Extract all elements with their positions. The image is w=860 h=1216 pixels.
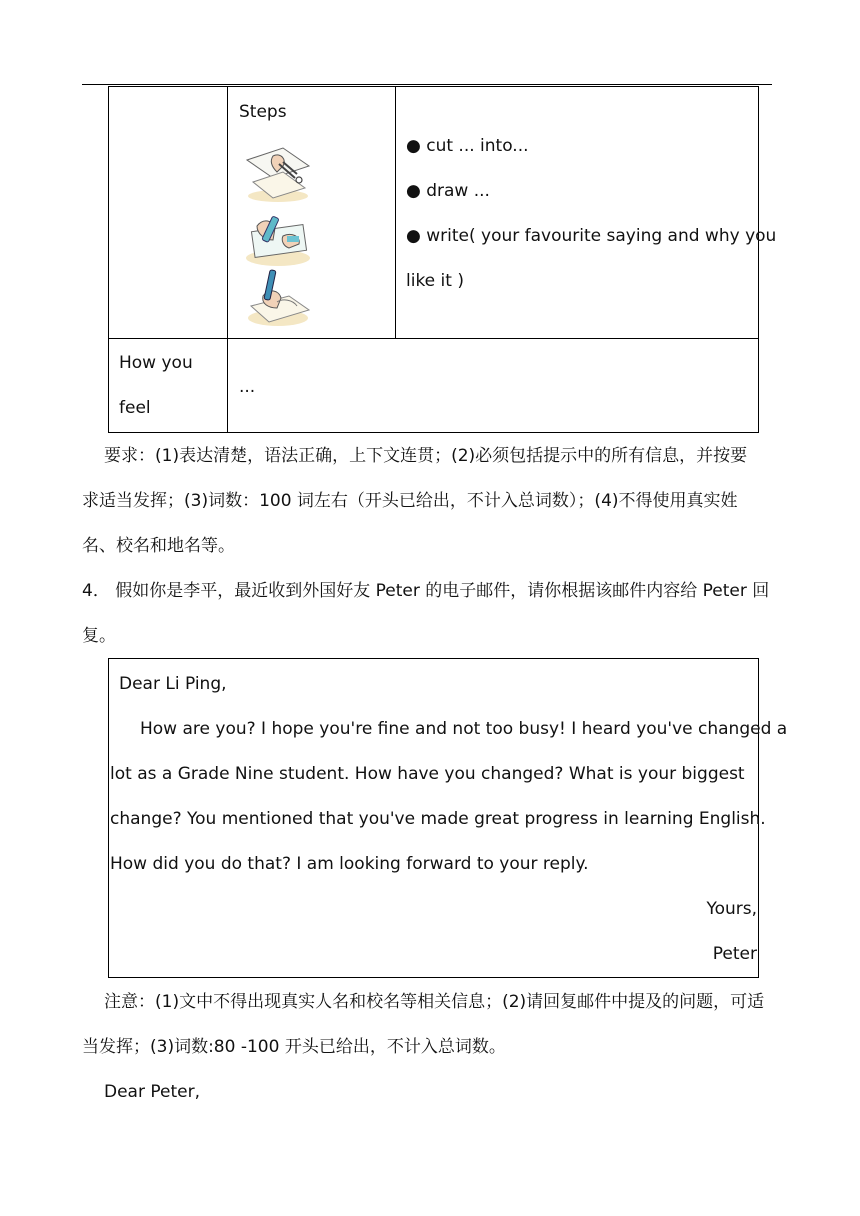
note-line-2: 当发挥；(3)词数:80 -100 开头已给出，不计入总词数。 xyxy=(82,1037,506,1057)
question-4-line-2: 复。 xyxy=(82,626,116,646)
top-rule xyxy=(82,84,772,85)
row-divider xyxy=(108,338,759,339)
bullet-write-continued: like it ) xyxy=(406,271,464,291)
requirements-line-3: 名、校名和地名等。 xyxy=(82,536,235,556)
row-label-feel: feel xyxy=(119,398,151,418)
bullet-write: ● write( your favourite saying and why you xyxy=(406,226,777,246)
reply-start: Dear Peter, xyxy=(104,1082,200,1102)
row-content-ellipsis: ... xyxy=(239,377,256,397)
email-body-line-2: lot as a Grade Nine student. How have you changed? What is your biggest xyxy=(110,764,745,784)
email-body-line-4: How did you do that? I am looking forward to your reply. xyxy=(110,854,589,874)
email-body-line-3: change? You mentioned that you've made great progress in learning English. xyxy=(110,809,766,829)
email-body-line-1: How are you? I hope you're fine and not too busy! I heard you've changed a xyxy=(140,719,788,739)
col-divider-1 xyxy=(227,86,228,433)
row-label-how-you: How you xyxy=(119,353,193,373)
email-greeting: Dear Li Ping, xyxy=(119,674,227,694)
requirements-line-1: 要求：(1)表达清楚，语法正确，上下文连贯；(2)必须包括提示中的所有信息，并按要 xyxy=(104,446,748,466)
note-line-1: 注意：(1)文中不得出现真实人名和校名等相关信息；(2)请回复邮件中提及的问题，可适 xyxy=(104,992,765,1012)
drawing-icon xyxy=(243,206,313,268)
email-closing: Yours, xyxy=(706,899,757,919)
writing-icon xyxy=(243,266,313,328)
col-divider-2 xyxy=(395,86,396,338)
bullet-cut: ● cut ... into... xyxy=(406,136,529,156)
steps-header: Steps xyxy=(239,102,287,122)
requirements-line-2: 求适当发挥；(3)词数：100 词左右（开头已给出，不计入总词数）；(4)不得使用真实姓 xyxy=(82,491,738,511)
email-signature: Peter xyxy=(712,944,757,964)
bullet-draw: ● draw ... xyxy=(406,181,490,201)
cutting-paper-icon xyxy=(243,142,313,204)
question-4-line-1: 4． 假如你是李平，最近收到外国好友 Peter 的电子邮件，请你根据该邮件内容给 Peter 回 xyxy=(82,581,770,601)
